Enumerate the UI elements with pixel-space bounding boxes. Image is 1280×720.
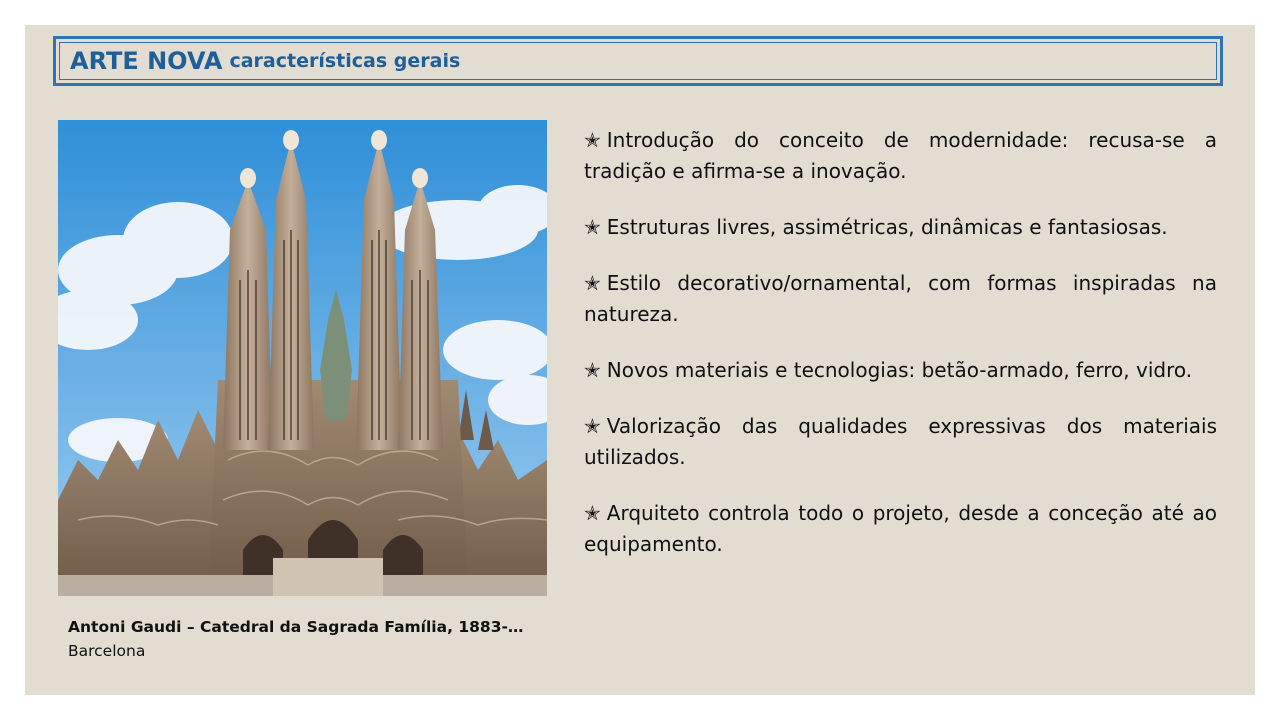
slide-subtitle: características gerais [229,50,461,72]
slide-title: ARTE NOVA [70,47,223,75]
bullet-text: Estilo decorativo/ornamental, com formas inspiradas na natureza. [584,271,1217,326]
star-icon: ✭ [584,128,601,152]
bullet-text: Valorização das qualidades expressivas dos materiais utilizados. [584,414,1217,469]
caption-location: Barcelona [68,642,146,660]
star-icon: ✭ [584,215,601,239]
bullet-item-estruturas [584,212,1217,243]
title-box [53,36,1223,86]
bullet-text: Arquiteto controla todo o projeto, desde a conceção até ao equipamento. [584,501,1217,556]
bullet-text: Novos materiais e tecnologias: betão-armado, ferro, vidro. [606,358,1193,382]
bullet-item-arquiteto [584,498,1217,560]
image-caption [68,615,548,663]
bullet-list [584,125,1217,585]
title-inner-border [59,42,1217,80]
star-icon: ✭ [584,501,601,525]
bullet-item-modernidade [584,125,1217,187]
star-icon: ✭ [584,358,601,382]
star-icon: ✭ [584,271,601,295]
bullet-item-estilo [584,268,1217,330]
bullet-text: Introdução do conceito de modernidade: recusa-se a tradição e afirma-se a inovação. [584,128,1217,183]
bullet-item-valorizacao [584,411,1217,473]
bullet-item-materiais [584,355,1217,386]
star-icon: ✭ [584,414,601,438]
sagrada-familia-photo [58,120,547,596]
slide [25,25,1255,695]
bullet-text: Estruturas livres, assimétricas, dinâmicas e fantasiosas. [606,215,1168,239]
caption-title: Antoni Gaudi – Catedral da Sagrada Família, 1883-… [68,618,524,636]
